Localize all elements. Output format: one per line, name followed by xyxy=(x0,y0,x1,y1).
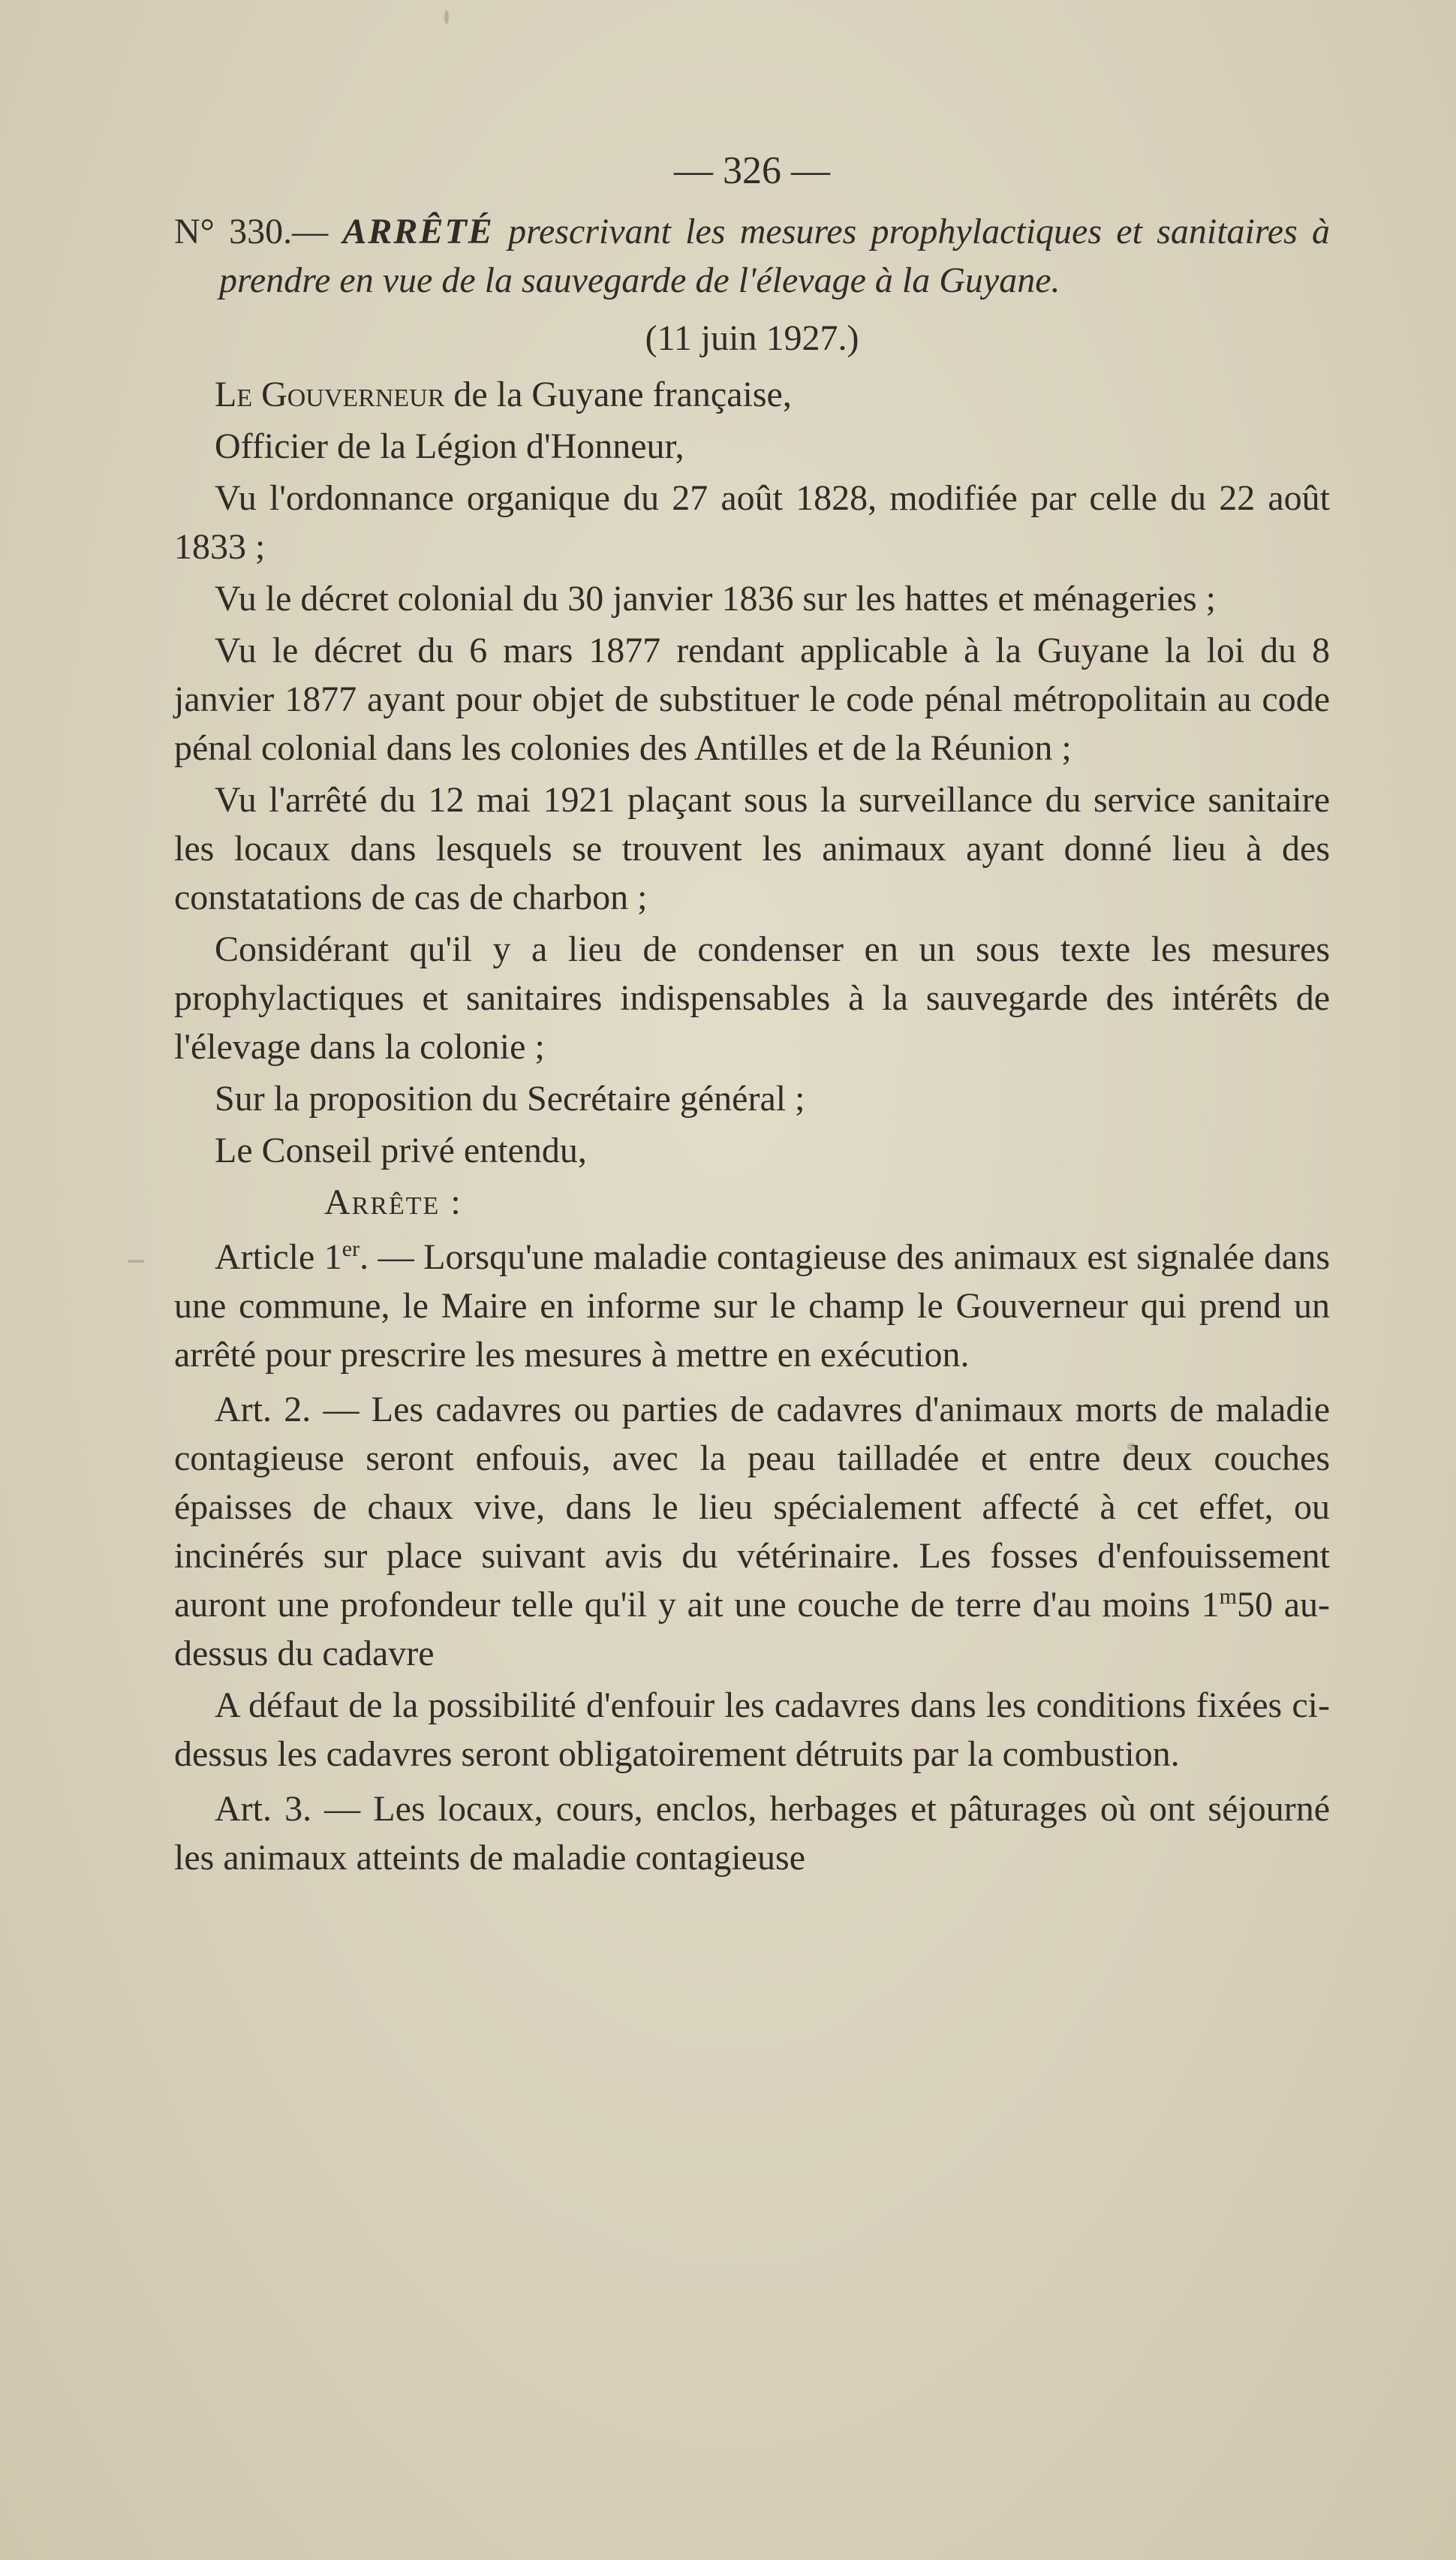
preamble-officer: Officier de la Légion d'Honneur, xyxy=(215,426,684,466)
title-keyword: ARRÊTÉ xyxy=(342,212,494,251)
article-2-second: A défaut de la possibilité d'enfouir les cadavres dans les conditions fixées ci-dessus les cadavres seront obligatoirement détruits par la combustion. xyxy=(174,1685,1330,1774)
conseil-paragraph: Le Conseil privé entendu, xyxy=(215,1131,587,1170)
visa-paragraph: Vu le décret colonial du 30 janvier 1836 sur les hattes et ménageries ; xyxy=(215,579,1217,619)
article-2-text: Art. 2. — Les cadavres ou parties de cadavres d'animaux morts de maladie contagieuse seront enfouis, avec la peau tailladée et entre deux couches épaisses de chaux vive, dans le lieu spécialement affecté à cet effet, ou incinérés sur place suivant avis du vétérinaire. Les fosses d'enfouissement auront une profondeur telle qu'il y ait une couche de terre d'au moins 1 xyxy=(174,1390,1330,1625)
proposition-paragraph: Sur la proposition du Secrétaire général ; xyxy=(215,1079,805,1119)
title-description: prescrivant les mesures prophylactiques et sanitaires à prendre en vue de la sauvegarde de l'élevage à la Guyane. xyxy=(219,212,1331,300)
document-title xyxy=(174,207,1330,305)
article-1-label: Article 1 xyxy=(215,1237,342,1277)
visa-paragraph: Vu l'ordonnance organique du 27 août 1828, modifiée par celle du 22 août 1833 ; xyxy=(174,478,1330,567)
ink-speck xyxy=(444,11,449,24)
ink-speck xyxy=(128,1260,144,1263)
governor-rest: de la Guyane française, xyxy=(453,375,792,414)
considerant-paragraph: Considérant qu'il y a lieu de condenser en un sous texte les mesures prophylactiques et sanitaires indispensables à la sauvegarde des intérêts de l'élevage dans la colonie ; xyxy=(174,929,1330,1067)
visa-paragraph: Vu l'arrêté du 12 mai 1921 plaçant sous la surveillance du service sanitaire les locaux dans lesquels se trouvent les animaux ayant donné lieu à des constatations de cas de charbon ; xyxy=(174,780,1330,917)
visa-paragraph: Vu le décret du 6 mars 1877 rendant applicable à la Guyane la loi du 8 janvier 1877 ayant pour objet de substituer le code pénal métropolitain au code pénal colonial dans les colonies des Antilles et de la Réunion ; xyxy=(174,631,1330,768)
article-2 xyxy=(174,1385,1330,1678)
title-number: N° 330.— xyxy=(174,212,329,251)
document-date: (11 juin 1927.) xyxy=(645,318,859,358)
article-3: Art. 3. — Les locaux, cours, enclos, herbages et pâturages où ont séjourné les animaux atteints de maladie contagieuse xyxy=(174,1789,1330,1878)
article-1 xyxy=(174,1233,1330,1379)
article-1-sup: er xyxy=(341,1236,360,1261)
article-2-text-end: 50 au-dessus du cadavre xyxy=(174,1585,1330,1673)
article-1-text: . — Lorsqu'une maladie contagieuse des animaux est signalée dans une commune, le Maire en informe sur le champ le Gouverneur qui prend un arrêté pour prescrire les mesures à mettre en exécution. xyxy=(174,1237,1330,1375)
arrete-heading: Arrête : xyxy=(324,1182,462,1222)
page-number: — 326 — xyxy=(674,149,830,192)
preamble-governor xyxy=(174,370,1330,419)
article-2-sup: m xyxy=(1219,1584,1237,1609)
document-body xyxy=(174,146,1330,1885)
governor-caps: Le Gouverneur xyxy=(215,375,445,414)
